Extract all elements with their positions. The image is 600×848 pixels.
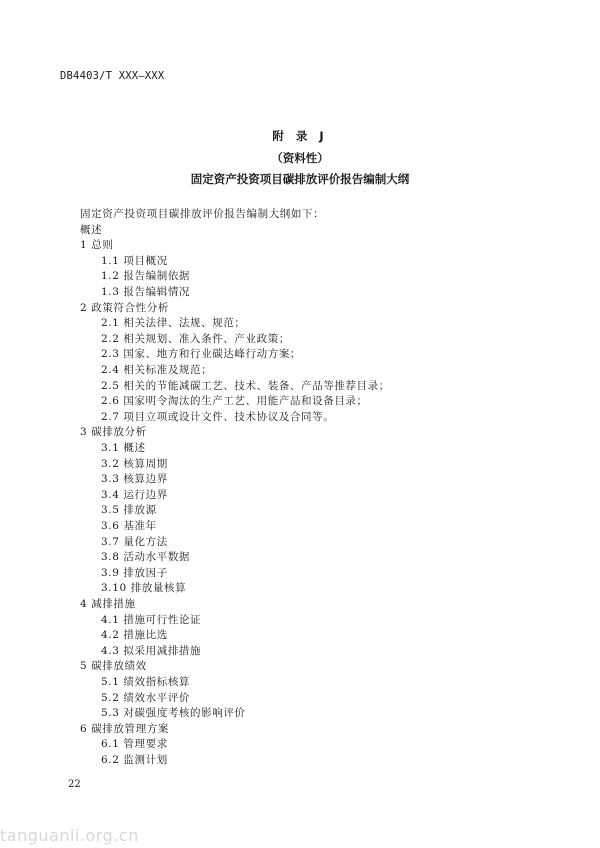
outline-subsection: 3.6 基准年 bbox=[101, 520, 157, 532]
outline-section: 概述 bbox=[80, 223, 103, 236]
outline-subsection: 3.7 量化方法 bbox=[101, 535, 168, 548]
outline-subsection: 3.8 活动水平数据 bbox=[101, 551, 191, 564]
outline-subsection: 5.2 绩效水平评价 bbox=[101, 691, 191, 704]
outline-subsection: 2.7 项目立项或设计文件、技术协议及合同等。 bbox=[101, 410, 335, 423]
outline-subsection: 2.4 相关标准及规范； bbox=[101, 364, 213, 376]
outline-subsection: 2.2 相关规划、准入条件、产业政策； bbox=[101, 332, 290, 345]
outline-subsection: 6.2 监测计划 bbox=[101, 754, 168, 766]
outline-subsection: 5.3 对碳强度考核的影响评价 bbox=[101, 707, 246, 720]
outline-subsection: 3.4 运行边界 bbox=[101, 488, 168, 501]
outline-subsection: 3.9 排放因子 bbox=[101, 566, 168, 579]
outline-section: 6 碳排放管理方案 bbox=[80, 722, 169, 735]
outline-subsection: 2.5 相关的节能减碳工艺、技术、装备、产品等推荐目录； bbox=[101, 379, 390, 392]
outline-subsection: 4.2 措施比选 bbox=[101, 629, 168, 642]
outline-subsection: 3.1 概述 bbox=[101, 442, 146, 454]
outline-subsection: 1.2 报告编制依据 bbox=[101, 270, 191, 283]
outline-subsection: 4.1 措施可行性论证 bbox=[101, 613, 202, 626]
page-number: 22 bbox=[68, 779, 81, 790]
outline-subsection: 6.1 管理要求 bbox=[101, 738, 168, 751]
outline-subsection: 3.10 排放量核算 bbox=[101, 582, 187, 595]
document-code: DB4403/T XXX—XXX bbox=[60, 70, 165, 82]
outline-subsection: 5.1 绩效指标核算 bbox=[101, 676, 191, 688]
outline-subsection: 2.6 国家明令淘汰的生产工艺、用能产品和设备目录； bbox=[101, 395, 368, 408]
outline-section: 3 碳排放分析 bbox=[80, 426, 147, 439]
outline-subsection: 2.1 相关法律、法规、规范； bbox=[101, 317, 246, 330]
outline-section: 5 碳排放绩效 bbox=[80, 660, 147, 673]
outline-subsection: 3.2 核算周期 bbox=[101, 457, 168, 470]
outline-subsection: 4.3 拟采用减排措施 bbox=[101, 644, 202, 657]
outline-section: 4 减排措施 bbox=[80, 598, 136, 610]
watermark: tanguanli.org.cn bbox=[0, 826, 139, 845]
outline-subsection: 3.3 核算边界 bbox=[101, 473, 168, 486]
outline-subsection: 2.3 国家、地方和行业碳达峰行动方案； bbox=[101, 348, 302, 361]
outline-section: 2 政策符合性分析 bbox=[80, 301, 169, 314]
outline-subsection: 1.1 项目概况 bbox=[101, 254, 168, 267]
outline-subsection: 1.3 报告编辑情况 bbox=[101, 286, 191, 298]
outline-section: 固定资产投资项目碳排放评价报告编制大纲如下： bbox=[80, 208, 325, 220]
appendix-label: 附 录 J bbox=[272, 129, 328, 143]
appendix-title: 固定资产投资项目碳排放评价报告编制大纲 bbox=[190, 172, 410, 186]
appendix-nature: （资料性） bbox=[271, 151, 329, 165]
outline-subsection: 3.5 排放源 bbox=[101, 504, 157, 517]
outline-section: 1 总则 bbox=[80, 239, 114, 252]
